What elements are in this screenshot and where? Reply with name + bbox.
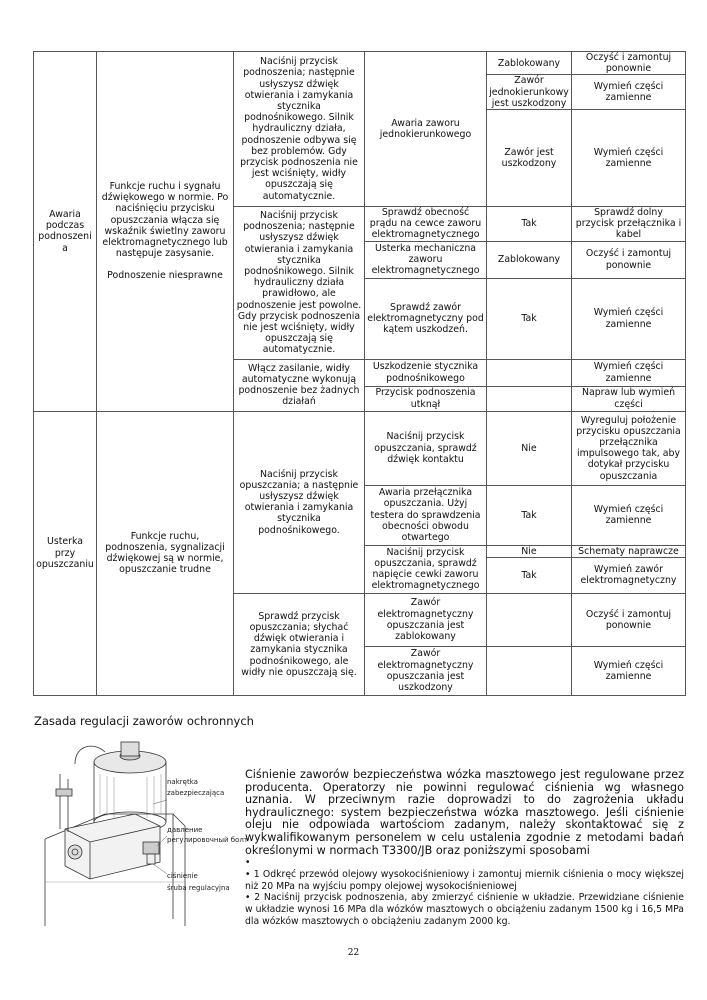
result-cell: Zablokowany xyxy=(487,241,572,278)
result-cell: Zawór jest uszkodzony xyxy=(487,110,572,207)
action-cell: Wymień części zamienne xyxy=(572,359,686,386)
action-cell: Sprawdź dolny przycisk przełącznika i kabel xyxy=(572,207,686,242)
result-cell: Nie xyxy=(487,545,572,557)
cause-cell: Naciśnij przycisk opuszczania, sprawdź dźwięk kontaktu xyxy=(365,411,487,485)
result-cell: Nie xyxy=(487,411,572,485)
action-cell: Wymień części zamienne xyxy=(572,75,686,110)
body-text xyxy=(245,769,684,927)
result-cell: Tak xyxy=(487,557,572,593)
cause-cell: Sprawdź zawór elektromagnetyczny pod kątem uszkodzeń. xyxy=(365,278,487,359)
action-cell: Oczyść i zamontuj ponownie xyxy=(572,241,686,278)
check-cell: Sprawdź przycisk opuszczania; słychać dźwięk otwierania i zamykania stycznika podnośnikowego, ale widły nie opuszczają się. xyxy=(234,593,365,695)
troubleshooting-table xyxy=(33,51,686,696)
cause-cell: Zawór elektromagnetyczny opuszczania jest uszkodzony xyxy=(365,646,487,695)
result-cell: Zawór jednokierunkowy jest uszkodzony xyxy=(487,75,572,110)
cause-cell: Zawór elektromagnetyczny opuszczania jest zablokowany xyxy=(365,593,487,646)
action-cell: Wymień części zamienne xyxy=(572,646,686,695)
figure-label: ciśnienie xyxy=(167,872,198,880)
section-title: Zasada regulacji zaworów ochronnych xyxy=(34,714,254,728)
cause-cell: Usterka mechaniczna zaworu elektromagnetycznego xyxy=(365,241,487,278)
result-cell xyxy=(487,646,572,695)
action-cell: Schematy naprawcze xyxy=(572,545,686,557)
check-cell: Naciśnij przycisk podnoszenia; następnie usłyszysz dźwięk otwierania i zamykania stycznika podnośnikowego. Silnik hydrauliczny działa prawidłowo, ale podnoszenie jest powolne. Gdy przycisk podnoszenia nie jest wciśnięty, widły opuszczają się automatycznie. xyxy=(234,207,365,360)
action-cell: Wymień zawór elektromagnetyczny xyxy=(572,557,686,593)
cause-cell: Uszkodzenie stycznika podnośnikowego xyxy=(365,359,487,386)
figure-label: zabezpieczająca xyxy=(167,789,225,797)
result-cell: Tak xyxy=(487,485,572,545)
result-cell xyxy=(487,359,572,386)
check-cell: Naciśnij przycisk opuszczania; a następnie usłyszysz dźwięk otwierania i zamykania stycznika podnośnikowego. xyxy=(234,411,365,593)
action-cell: Wymień części zamienne xyxy=(572,278,686,359)
action-cell: Wyreguluj położenie przycisku opuszczania przełącznika impulsowego tak, aby dotykał przycisku opuszczania xyxy=(572,411,686,485)
cause-cell: Awaria zaworu jednokierunkowego xyxy=(365,52,487,207)
intro-paragraph: Ciśnienie zaworów bezpieczeństwa wózka masztowego jest regulowane przez producenta. Operatorzy nie powinni regulować ciśnienia wg własnego uznania. W przeciwnym razie doprowadzi to do zagrożenia układu hydraulicznego: system bezpieczeństwa wózka masztowego. Jeśli ciśnienie oleju nie odpowiada wartościom zadanym, należy skontaktować się z wykwalifikowanym personelem w celu ustalenia zgodnie z metodami badań określonymi w normach T3300/JB oraz poniższymi sposobami xyxy=(245,768,684,857)
check-cell: Włącz zasilanie, widły automatyczne wykonują podnoszenie bez żadnych działań xyxy=(234,359,365,411)
symptom-text: Funkcje ruchu i sygnału dźwiękowego w normie. Po naciśnięciu przycisku opuszczania włącza się wskaźnik świetlny zaworu elektromagnetycznego lub następuje zasysanie. xyxy=(101,181,229,260)
hydraulic-unit-drawing xyxy=(35,734,245,929)
action-cell: Napraw lub wymień części xyxy=(572,386,686,411)
cause-cell: Sprawdź obecność prądu na cewce zaworu elektromagnetycznego xyxy=(365,207,487,242)
action-cell: Wymień części zamienne xyxy=(572,110,686,207)
cause-cell: Naciśnij przycisk opuszczania, sprawdź napięcie cewki zaworu elektromagnetycznego xyxy=(365,545,487,593)
action-cell: Oczyść i zamontuj ponownie xyxy=(572,52,686,75)
table-row xyxy=(34,411,686,485)
result-cell: Tak xyxy=(487,207,572,242)
figure-label: śruba regulacyjna xyxy=(167,884,230,892)
bullet-step-2: • 2 Naciśnij przycisk podnoszenia, aby zmierzyć ciśnienie w układzie. Przewidziane ciśnienie w układzie wynosi 16 MPa dla wózków masztowych o obciążeniu zadanym 1500 kg i 16,5 MPa dla wózków masztowych o obciążeniu zadanym 2000 kg. xyxy=(245,892,684,927)
result-cell xyxy=(487,386,572,411)
symptom-cell: Funkcje ruchu, podnoszenia, sygnalizacji dźwiękowej są w normie, opuszczanie trudne xyxy=(97,411,234,695)
fault-cell: Awaria podczas podnoszenia xyxy=(34,52,97,412)
figure-label: регулировочный болт xyxy=(167,836,248,844)
figure-label: давление xyxy=(167,826,203,834)
symptom-cell xyxy=(97,52,234,412)
action-cell: Wymień części zamienne xyxy=(572,485,686,545)
action-cell: Oczyść i zamontuj ponownie xyxy=(572,593,686,646)
check-cell: Naciśnij przycisk podnoszenia; następnie usłyszysz dźwięk otwierania i zamykania stycznika podnośnikowego. Silnik hydrauliczny działa, podnoszenie odbywa się bez problemów. Gdy przycisk podnoszenia nie jest wciśnięty, widły opuszczają się automatycznie. xyxy=(234,52,365,207)
cause-cell: Awaria przełącznika opuszczania. Użyj testera do sprawdzenia obecności obwodu otwartego xyxy=(365,485,487,545)
fault-cell: Usterka przy opuszczaniu xyxy=(34,411,97,695)
cause-cell: Przycisk podnoszenia utknął xyxy=(365,386,487,411)
page-number: 22 xyxy=(347,948,360,958)
result-cell: Tak xyxy=(487,278,572,359)
bullet-step-1: • 1 Odkręć przewód olejowy wysokociśnieniowy i zamontuj miernik ciśnienia o mocy większej niż 20 MPa na wyjściu pompy olejowej wysokociśnieniowej xyxy=(245,868,684,892)
relief-valve-figure xyxy=(35,734,248,929)
figure-label: nakrętka xyxy=(167,778,198,786)
table-row xyxy=(34,52,686,75)
bullet-empty: • xyxy=(245,857,251,869)
symptom-note: Podnoszenie niesprawne xyxy=(107,270,223,282)
result-cell xyxy=(487,593,572,646)
result-cell: Zablokowany xyxy=(487,52,572,75)
